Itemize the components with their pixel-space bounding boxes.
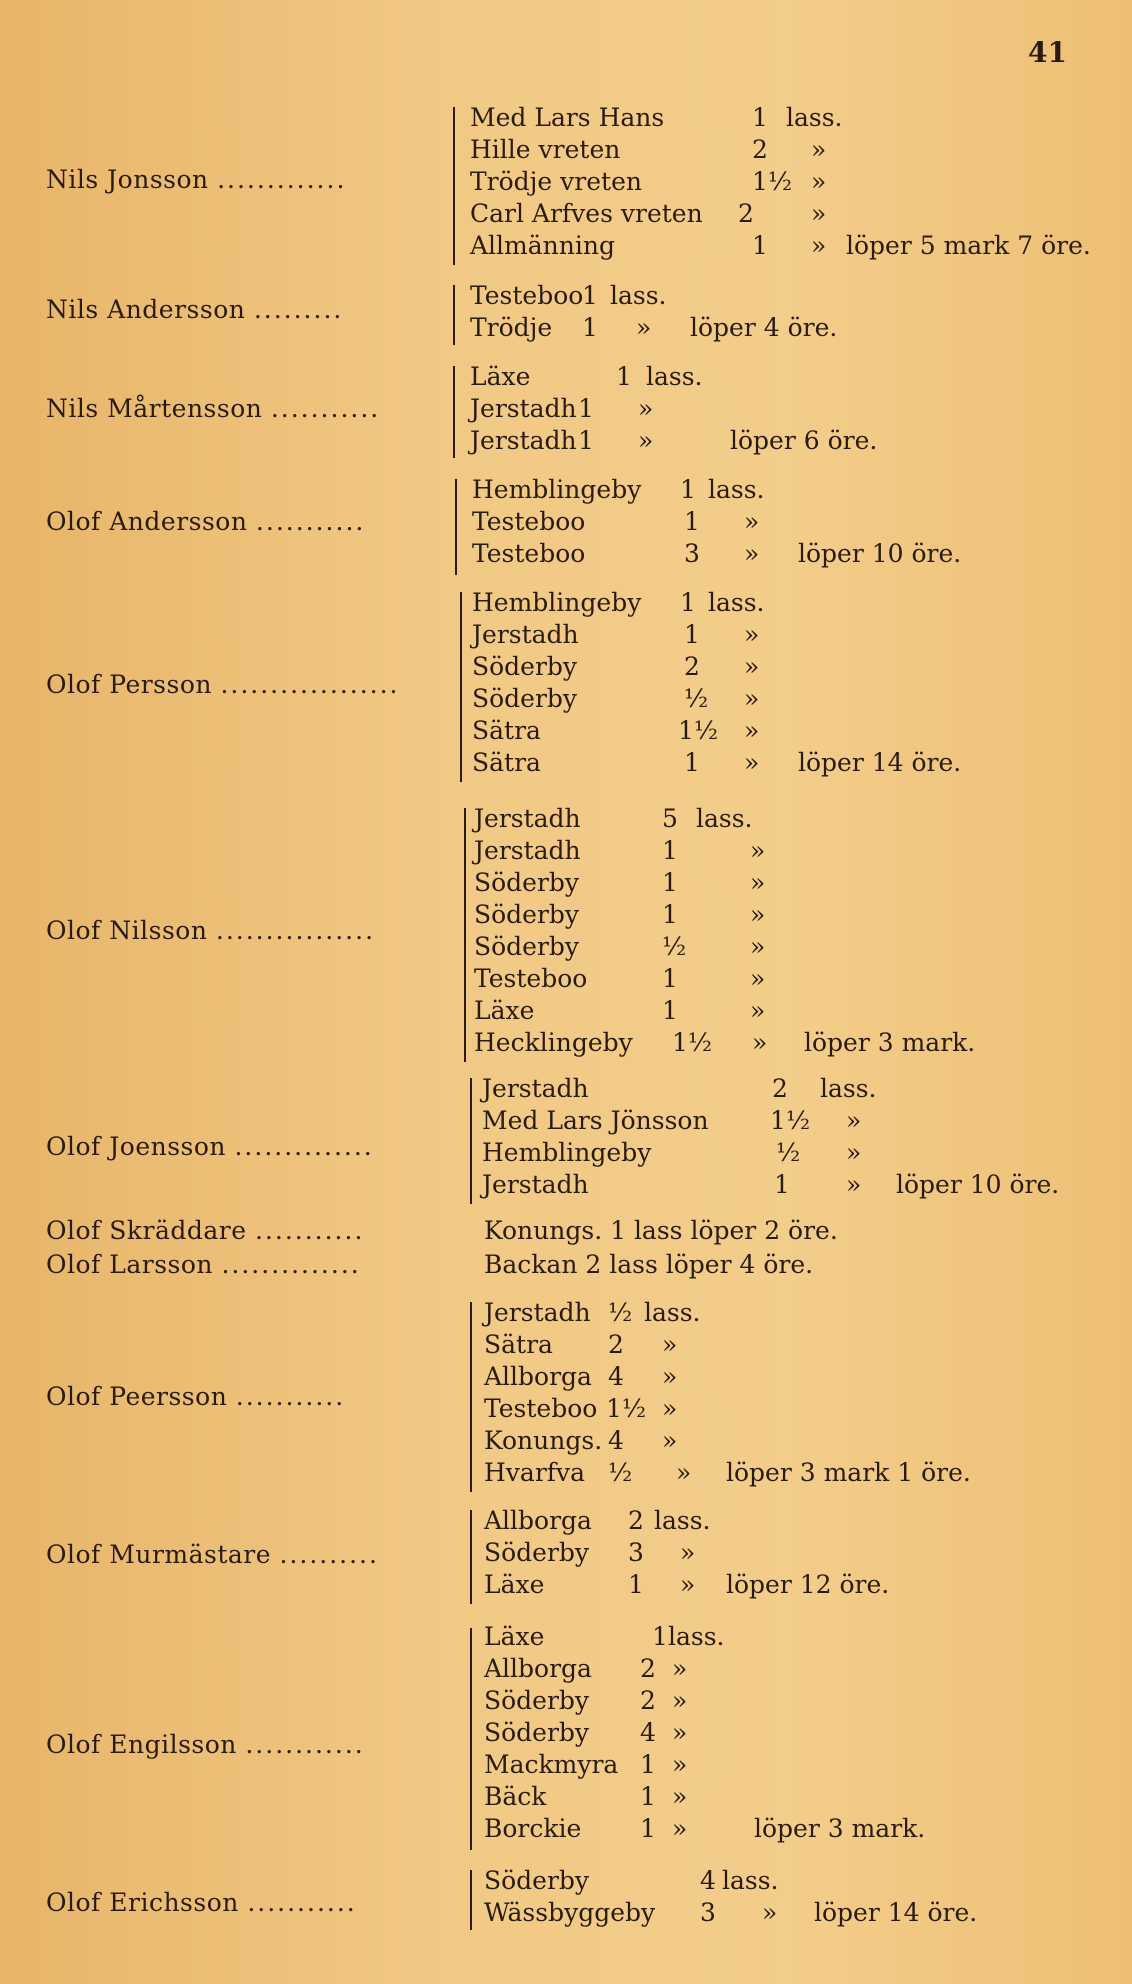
row-place: Testeboo — [484, 1394, 598, 1423]
row-place: Allborga — [484, 1654, 592, 1683]
row-count: 1 — [662, 900, 678, 929]
row-place: Med Lars Hans — [470, 103, 665, 132]
row-place: Testeboo — [472, 539, 586, 568]
entry-name — [46, 916, 375, 945]
entry-dots: .............. — [221, 1250, 361, 1279]
entry-name-text: Olof Skräddare — [46, 1216, 247, 1245]
row-count: 2 — [640, 1654, 656, 1683]
row-count: ½ — [608, 1458, 633, 1487]
row-unit: lass. — [708, 588, 765, 617]
row-note: löper 12 öre. — [726, 1570, 890, 1599]
row-count: 3 — [700, 1898, 716, 1927]
entry-name-text: Olof Persson — [46, 670, 212, 699]
row-unit: » — [672, 1686, 688, 1715]
row-count: 4 — [640, 1718, 656, 1747]
entry-bracket — [470, 1078, 472, 1204]
row-note: löper 10 öre. — [798, 539, 962, 568]
row-place: Söderby — [484, 1718, 590, 1747]
row-place: Läxe — [470, 362, 531, 391]
row-note: löper 10 öre. — [896, 1170, 1060, 1199]
row-unit: » — [662, 1362, 678, 1391]
row-unit: » — [752, 1028, 768, 1057]
row-place: Söderby — [484, 1866, 590, 1895]
row-unit: » — [846, 1106, 862, 1135]
row-unit: lass. — [696, 804, 753, 833]
row-place: Testeboo — [472, 507, 586, 536]
entry-name-text: Olof Engilsson — [46, 1730, 237, 1759]
row-count: 1 — [684, 507, 700, 536]
row-unit: lass. — [646, 362, 703, 391]
row-count: 1½ — [672, 1028, 713, 1057]
row-unit: » — [638, 394, 654, 423]
entry-name-text: Olof Nilsson — [46, 916, 208, 945]
entry-bracket — [470, 1510, 472, 1604]
row-count: 2 — [640, 1686, 656, 1715]
entry-name — [46, 1216, 364, 1245]
row-unit: lass. — [610, 281, 667, 310]
row-count: 2 — [738, 199, 754, 228]
row-place: Söderby — [484, 1686, 590, 1715]
row-unit: » — [744, 748, 760, 777]
row-unit: » — [672, 1814, 688, 1843]
row-place: Sätra — [484, 1330, 553, 1359]
entry-bracket — [453, 366, 455, 458]
row-unit: » — [750, 836, 766, 865]
entry-name — [46, 1540, 379, 1569]
row-count: 1 — [680, 475, 696, 504]
row-note: löper 3 mark 1 öre. — [726, 1458, 971, 1487]
row-unit: » — [672, 1654, 688, 1683]
entry-name-text: Nils Mårtensson — [46, 394, 263, 423]
row-count: 1 — [684, 620, 700, 649]
row-count: 1 — [578, 426, 594, 455]
row-count: 1 — [752, 231, 768, 260]
entry-dots: ........... — [255, 507, 366, 536]
entry-name-text: Nils Jonsson — [46, 165, 209, 194]
entry-dots: ......... — [253, 295, 344, 324]
row-unit: » — [811, 167, 827, 196]
row-note: löper 5 mark 7 öre. — [846, 231, 1091, 260]
row-unit: » — [744, 684, 760, 713]
entry-name — [46, 165, 346, 194]
row-unit: » — [811, 231, 827, 260]
row-count: ½ — [608, 1298, 633, 1327]
row-count: 2 — [684, 652, 700, 681]
row-unit: » — [662, 1394, 678, 1423]
entry-dots: ........... — [247, 1888, 357, 1917]
row-unit: » — [750, 964, 766, 993]
row-place: Hemblingeby — [472, 588, 642, 617]
row-place: Wässbyggeby — [484, 1898, 656, 1927]
row-place: Söderby — [474, 900, 580, 929]
row-place: Konungs. — [484, 1426, 603, 1455]
row-count: 1 — [652, 1622, 668, 1651]
entry-name — [46, 1730, 365, 1759]
entry-single-line: Konungs. 1 lass löper 2 öre. — [484, 1216, 838, 1245]
row-count: 3 — [628, 1538, 644, 1567]
row-note: löper 6 öre. — [730, 426, 878, 455]
row-unit: » — [744, 652, 760, 681]
row-count: 1 — [616, 362, 632, 391]
row-place: Hille vreten — [470, 135, 621, 164]
entry-dots: ........... — [254, 1216, 365, 1245]
row-unit: » — [662, 1426, 678, 1455]
row-place: Söderby — [472, 652, 578, 681]
row-count: 1 — [680, 588, 696, 617]
row-count: 1½ — [752, 167, 793, 196]
row-count: 5 — [662, 804, 678, 833]
row-unit: » — [811, 135, 827, 164]
row-place: Trödje — [470, 313, 553, 342]
row-count: 1 — [774, 1170, 790, 1199]
row-count: ½ — [684, 684, 709, 713]
row-unit: » — [636, 313, 652, 342]
row-unit: » — [662, 1330, 678, 1359]
entry-name-text: Olof Murmästare — [46, 1540, 272, 1569]
entry-name-text: Nils Andersson — [46, 295, 246, 324]
row-place: Jerstadh — [470, 394, 577, 423]
entry-dots: ........... — [270, 394, 381, 423]
row-place: Hecklingeby — [474, 1028, 633, 1057]
row-place: Med Lars Jönsson — [482, 1106, 709, 1135]
row-unit: » — [672, 1750, 688, 1779]
row-place: Testeboo — [470, 281, 584, 310]
entry-name — [46, 1382, 345, 1411]
entry-name-text: Olof Erichsson — [46, 1888, 239, 1917]
row-note: löper 3 mark. — [754, 1814, 926, 1843]
row-unit: » — [744, 507, 760, 536]
row-unit: lass. — [722, 1866, 779, 1895]
entry-bracket — [453, 285, 455, 345]
entry-bracket — [464, 808, 466, 1062]
row-place: Läxe — [474, 996, 535, 1025]
row-place: Mackmyra — [484, 1750, 619, 1779]
row-unit: lass. — [654, 1506, 711, 1535]
entry-name — [46, 507, 365, 536]
row-unit: » — [846, 1138, 862, 1167]
row-unit: » — [750, 868, 766, 897]
row-count: 1½ — [770, 1106, 811, 1135]
row-count: 1 — [578, 394, 594, 423]
row-note: löper 14 öre. — [814, 1898, 978, 1927]
row-place: Jerstadh — [474, 836, 581, 865]
row-count: 3 — [684, 539, 700, 568]
row-unit: lass. — [786, 103, 843, 132]
row-count: ½ — [662, 932, 687, 961]
row-place: Jerstadh — [472, 620, 579, 649]
entry-dots: .......... — [279, 1540, 379, 1569]
entry-name — [46, 394, 380, 423]
row-place: Borckie — [484, 1814, 582, 1843]
entry-dots: ............. — [217, 165, 347, 194]
row-place: Söderby — [484, 1538, 590, 1567]
row-place: Söderby — [472, 684, 578, 713]
row-count: 4 — [608, 1426, 624, 1455]
row-place: Bäck — [484, 1782, 547, 1811]
row-count: 1 — [640, 1750, 656, 1779]
entry-bracket — [470, 1870, 472, 1930]
row-unit: » — [750, 996, 766, 1025]
row-count: 4 — [608, 1362, 624, 1391]
row-place: Jerstadh — [474, 804, 581, 833]
row-place: Allmänning — [470, 231, 615, 260]
entry-name-text: Olof Andersson — [46, 507, 248, 536]
entry-bracket — [460, 592, 462, 782]
row-count: 1 — [662, 836, 678, 865]
row-count: 1 — [640, 1814, 656, 1843]
row-count: 1 — [662, 996, 678, 1025]
row-place: Allborga — [484, 1506, 592, 1535]
row-place: Trödje vreten — [470, 167, 642, 196]
entry-bracket — [453, 107, 455, 265]
entry-dots: ................ — [215, 916, 376, 945]
row-unit: » — [811, 199, 827, 228]
entry-name — [46, 295, 343, 324]
row-place: Hemblingeby — [482, 1138, 652, 1167]
row-unit: » — [846, 1170, 862, 1199]
row-count: 1 — [582, 313, 598, 342]
row-place: Hvarfva — [484, 1458, 586, 1487]
row-unit: » — [744, 539, 760, 568]
row-unit: » — [680, 1570, 696, 1599]
entry-bracket — [455, 479, 457, 575]
row-note: löper 3 mark. — [804, 1028, 976, 1057]
row-count: ½ — [776, 1138, 801, 1167]
row-unit: » — [638, 426, 654, 455]
entry-name — [46, 1132, 374, 1161]
entry-dots: .................. — [220, 670, 400, 699]
row-count: 2 — [608, 1330, 624, 1359]
row-unit: » — [680, 1538, 696, 1567]
entry-name — [46, 1888, 357, 1917]
row-note: löper 4 öre. — [690, 313, 838, 342]
entry-single-line: Backan 2 lass löper 4 öre. — [484, 1250, 814, 1279]
entry-name-text: Olof Larsson — [46, 1250, 214, 1279]
row-unit: » — [750, 932, 766, 961]
row-count: 1 — [662, 964, 678, 993]
row-place: Jerstadh — [482, 1170, 589, 1199]
row-place: Carl Arfves vreten — [470, 199, 703, 228]
row-count: 1 — [582, 281, 598, 310]
entry-name-text: Olof Peersson — [46, 1382, 228, 1411]
row-count: 1 — [628, 1570, 644, 1599]
entry-bracket — [470, 1628, 472, 1850]
row-unit: » — [672, 1782, 688, 1811]
row-count: 2 — [628, 1506, 644, 1535]
row-unit: » — [676, 1458, 692, 1487]
row-count: 1 — [684, 748, 700, 777]
entry-dots: .............. — [234, 1132, 374, 1161]
row-place: Sätra — [472, 716, 541, 745]
entry-name — [46, 1250, 361, 1279]
row-place: Läxe — [484, 1570, 545, 1599]
row-place: Testeboo — [474, 964, 588, 993]
row-count: 1 — [640, 1782, 656, 1811]
row-unit: » — [750, 900, 766, 929]
row-place: Hemblingeby — [472, 475, 642, 504]
row-place: Jerstadh — [484, 1298, 591, 1327]
row-count: 1½ — [606, 1394, 647, 1423]
row-unit: lass. — [668, 1622, 725, 1651]
row-unit: » — [744, 620, 760, 649]
row-count: 2 — [752, 135, 768, 164]
row-count: 2 — [772, 1074, 788, 1103]
row-unit: lass. — [708, 475, 765, 504]
row-unit: » — [762, 1898, 778, 1927]
entry-bracket — [470, 1302, 472, 1492]
row-place: Läxe — [484, 1622, 545, 1651]
row-place: Jerstadh — [482, 1074, 589, 1103]
row-unit: lass. — [644, 1298, 701, 1327]
row-count: 1 — [662, 868, 678, 897]
entry-dots: ............ — [245, 1730, 365, 1759]
page-number: 41 — [1028, 36, 1067, 69]
row-count: 1 — [752, 103, 768, 132]
row-place: Allborga — [484, 1362, 592, 1391]
row-unit: » — [744, 716, 760, 745]
row-count: 1½ — [678, 716, 719, 745]
row-place: Söderby — [474, 868, 580, 897]
entry-name-text: Olof Joensson — [46, 1132, 227, 1161]
row-unit: lass. — [820, 1074, 877, 1103]
row-place: Sätra — [472, 748, 541, 777]
row-unit: » — [672, 1718, 688, 1747]
entry-dots: ........... — [235, 1382, 346, 1411]
row-place: Jerstadh — [470, 426, 577, 455]
row-place: Söderby — [474, 932, 580, 961]
entry-name — [46, 670, 400, 699]
row-note: löper 14 öre. — [798, 748, 962, 777]
row-count: 4 — [700, 1866, 716, 1895]
